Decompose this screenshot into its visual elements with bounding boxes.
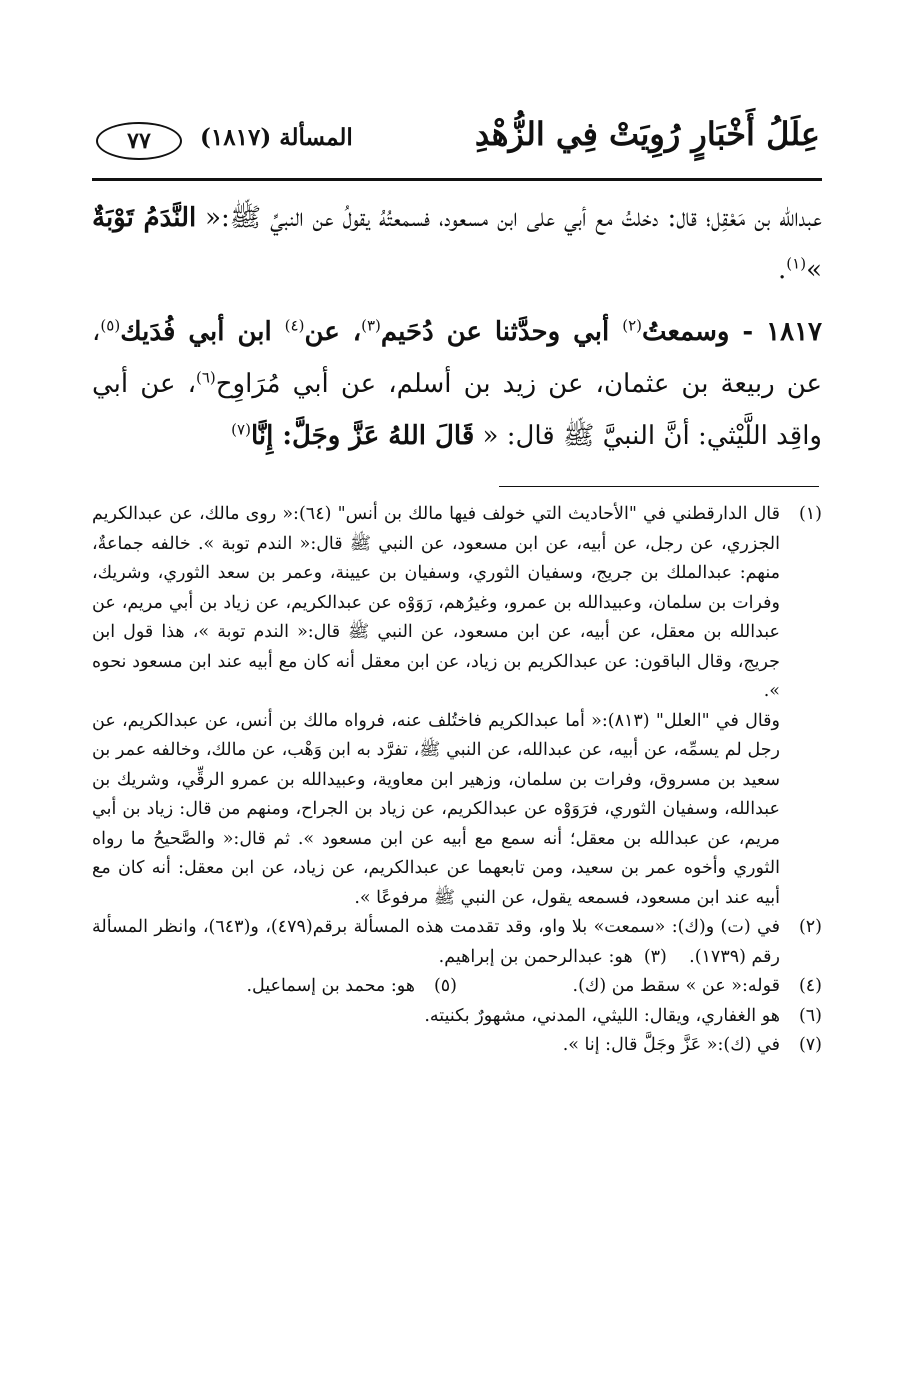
- footnote-text: هو: محمد بن إسماعيل.: [246, 976, 415, 996]
- footnote-6: [92, 1002, 822, 1032]
- footnote-ref: (٧): [231, 420, 251, 439]
- footnote-number: (١): [798, 504, 822, 524]
- footnote-number: (٥): [433, 976, 457, 996]
- issue-text: ، عن: [304, 317, 362, 347]
- running-header: [92, 108, 820, 170]
- footnote-number: (٣): [643, 946, 667, 967]
- header-divider: [92, 178, 822, 181]
- main-paragraph-1: [92, 192, 822, 296]
- footnote-divider: [499, 486, 819, 487]
- issue-number: ١٨١٧: [766, 317, 823, 347]
- footnote-ref: (٦): [195, 368, 216, 387]
- footnote-7: [92, 1031, 822, 1061]
- main-paragraph-2: [92, 306, 822, 462]
- hadith-text: قَالَ اللهُ عَزَّ وجَلَّ: إِنَّا: [250, 421, 475, 451]
- footnote-text: هو: عبدالرحمن بن إبراهيم.: [438, 946, 633, 967]
- issue-label: المسألة (١٨١٧): [200, 124, 353, 151]
- footnote-2: [92, 913, 822, 972]
- page-number: ٧٧: [96, 122, 182, 160]
- footnote-text: هو الغفاري، ويقال: الليثي، المدني، مشهورٌ بكنيته.: [424, 1005, 780, 1026]
- main-line: عبدالله بن مَعْقِل؛ قال: دخلتُ مع أبي على ابن مسعود، فسمعتُهُ يقولُ: [342, 203, 822, 233]
- issue-text: ابن أبي فُدَيك: [120, 317, 285, 347]
- footnotes: [92, 500, 822, 1061]
- footnote-ref: (٣): [361, 316, 381, 335]
- quote-close: »: [806, 255, 822, 285]
- footnote-number: (٢): [798, 917, 822, 937]
- footnote-text: في (ك):« عَزَّ وجَلَّ قال: إنا ».: [562, 1035, 780, 1055]
- issue-text: ، عن ربيعة بن عثمان، عن زيد بن أسلم، عن أبي مُرَاوِح: [92, 317, 822, 399]
- issue-intro: - وسمعتُ: [642, 317, 767, 347]
- footnote-5: [92, 972, 457, 1002]
- footnote-body: [92, 500, 780, 913]
- footnote-4: [457, 972, 822, 1002]
- footnote-number: (٦): [798, 1005, 822, 1026]
- footnote-body: [92, 913, 780, 972]
- footnote-ref: (٥): [100, 316, 121, 335]
- issue-text: ، عن أبي واقِد اللَّيْثي: أنَّ النبيَّ ﷺ قال: «: [92, 369, 822, 451]
- hadith-text: النَّدَمُ تَوْبَةٌ: [92, 203, 197, 233]
- footnote-ref: (٤): [284, 316, 305, 335]
- issue-text: أبي وحدَّثنا عن دُحَيم: [380, 317, 623, 347]
- main-line: عن النبيِّ ﷺ:«: [196, 203, 334, 233]
- footnote-number: (٧): [798, 1035, 822, 1055]
- period: .: [778, 255, 787, 285]
- footnote-paragraph: وقال في "العلل" (٨١٣):« أما عبدالكريم فاختُلف عنه، فرواه مالك بن أنس، عن عبدالكريم، عن رجل لم يسمِّه، عن أبيه، عن عبدالله، عن النبي ﷺ، تفرَّد به ابن وَهْب، عن مالك، وخالفه عمر بن سعيد بن مسروق، وفرات بن سلمان، وزهير ابن معاوية، وعبيدالله بن عمرو الرقِّي، وشريك بن عبدالله، وسفيان الثوري، فرَوَوْه عن عبدالكريم، عن زياد بن الجراح، ومنهم من قال: زياد بن أبي مريم، عن عبدالله بن معقل؛ أنه سمع مع أبيه عن ابن مسعود ». ثم قال:« والصَّحيحُ ما رواه الثوري وأخوه عمر بن سعيد، ومن تابعهما عن عبدالكريم، عن زياد، عن ابن معقل: أنه كان مع أبيه عند ابن مسعود، فسمعه يقول، عن النبي ﷺ مرفوعًا ».: [92, 710, 780, 908]
- footnote-number: (٤): [798, 976, 822, 996]
- book-title: عِلَلُ أَخْبَارٍ رُوِيَتْ فِي الزُّهْدِ: [474, 115, 820, 153]
- footnote-ref: (١): [786, 254, 807, 273]
- footnote-ref: (٢): [622, 316, 642, 335]
- footnote-paragraph: قال الدارقطني في "الأحاديث التي خولف فيها مالك بن أنس" (٦٤):« روى مالك، عن عبدالكريم الجزري، عن رجل، عن أبيه، عن ابن مسعود، عن النبي ﷺ قال:« الندم توبة ». خالفه جماعةٌ، منهم: عبدالملك بن جريج، وسفيان الثوري، وسفيان بن عيينة، وعمر بن سعد الثوري، وشريك، وفرات بن سلمان، وعبيدالله بن عمرو، وغيرُهم، رَوَوْه عن عبدالكريم، عن زياد بن أبي مريم، عن عبدالله بن معقل، عن أبيه، عن ابن مسعود، عن النبي ﷺ قال:« الندم توبة »، هذا قول ابن جريج، وقال الباقون: عن عبدالكريم بن زياد، عن ابن معقل أنه كان مع أبيه عند ابن مسعود نحوه ».: [92, 504, 780, 701]
- main-text: [92, 192, 822, 462]
- footnote-text: في (ت) و(ك): «سمعت» بلا واو، وقد تقدمت هذه المسألة برقم(٤٧٩)، و(٦٤٣)، وانظر المسألة رقم (١٧٣٩).: [92, 917, 780, 967]
- footnote-text: قوله:« عن » سقط من (ك).: [572, 976, 780, 996]
- footnote-1: [92, 500, 822, 913]
- footnote-pair: [92, 972, 822, 1002]
